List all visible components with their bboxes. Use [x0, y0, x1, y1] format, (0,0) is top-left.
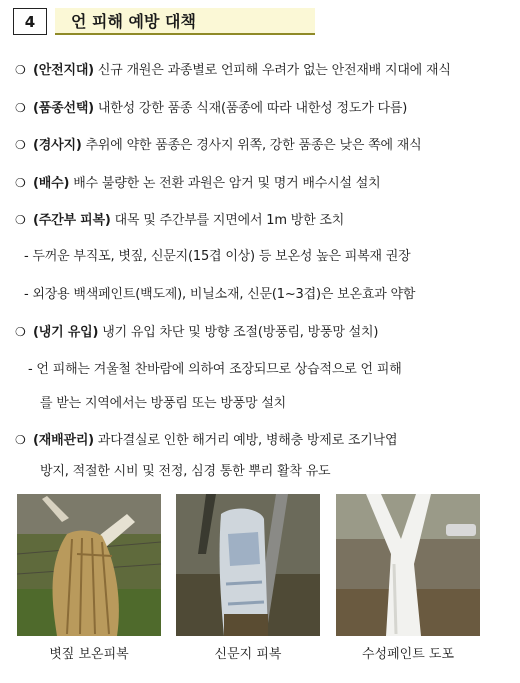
item-text: 배수 불량한 논 전환 과원은 암거 및 명거 배수시설 설치	[73, 176, 381, 191]
bullet-icon: ❍	[15, 433, 26, 447]
bullet-icon: ❍	[15, 325, 26, 339]
item-text: 과다결실로 인한 해거리 예방, 병해충 방제로 조기낙엽	[97, 433, 398, 448]
section-number: 4	[13, 8, 47, 35]
list-item	[15, 210, 344, 231]
photo-straw-wrap	[17, 494, 161, 636]
item-key: (주간부 피복)	[33, 213, 111, 228]
bullet-icon: ❍	[15, 63, 26, 77]
section-header	[13, 8, 315, 35]
item-key: (품종선택)	[33, 101, 94, 116]
item-key: (안전지대)	[33, 63, 94, 78]
item-key: (냉기 유입)	[33, 325, 99, 340]
list-item	[15, 98, 407, 119]
section-title: 언 피해 예방 대책	[55, 8, 315, 35]
bullet-icon: ❍	[15, 138, 26, 152]
item-key: (재배관리)	[33, 433, 94, 448]
item-text: 추위에 약한 품종은 경사지 위쪽, 강한 품종은 낮은 쪽에 재식	[85, 138, 422, 153]
photo-caption: 볏짚 보온피복	[49, 647, 129, 662]
photo-caption: 신문지 피복	[214, 647, 282, 662]
item-text: 신규 개원은 과종별로 언피해 우려가 없는 안전재배 지대에 재식	[97, 63, 451, 78]
sub-item: - 언 피해는 겨울철 찬바람에 의하여 조장되므로 상습적으로 언 피해	[28, 362, 402, 377]
photo-caption: 수성페인트 도포	[361, 647, 455, 662]
item-text: 냉기 유입 차단 및 방향 조절(방풍림, 방풍망 설치)	[102, 325, 379, 340]
list-item	[15, 430, 397, 451]
bullet-icon: ❍	[15, 176, 26, 190]
sub-item: - 두꺼운 부직포, 볏짚, 신문지(15겹 이상) 등 보온성 높은 피복재 권장	[24, 249, 411, 264]
sub-item-continuation: 를 받는 지역에서는 방풍림 또는 방풍망 설치	[40, 396, 287, 411]
list-item	[15, 135, 421, 156]
bullet-icon: ❍	[15, 101, 26, 115]
item-key: (경사지)	[33, 138, 82, 153]
list-item	[15, 322, 378, 343]
item-continuation: 방지, 적절한 시비 및 전정, 심경 통한 뿌리 활착 유도	[40, 464, 331, 479]
sub-item: - 외장용 백색페인트(백도제), 비닐소재, 신문(1~3겹)은 보온효과 약함	[24, 287, 416, 302]
bullet-icon: ❍	[15, 213, 26, 227]
item-text: 대목 및 주간부를 지면에서 1m 방한 조치	[114, 213, 345, 228]
list-item	[15, 173, 380, 194]
photo-white-paint	[336, 494, 480, 636]
item-key: (배수)	[33, 176, 70, 191]
item-text: 내한성 강한 품종 식재(품종에 따라 내한성 정도가 다름)	[97, 101, 408, 116]
photo-newspaper-wrap	[176, 494, 320, 636]
list-item	[15, 60, 451, 81]
